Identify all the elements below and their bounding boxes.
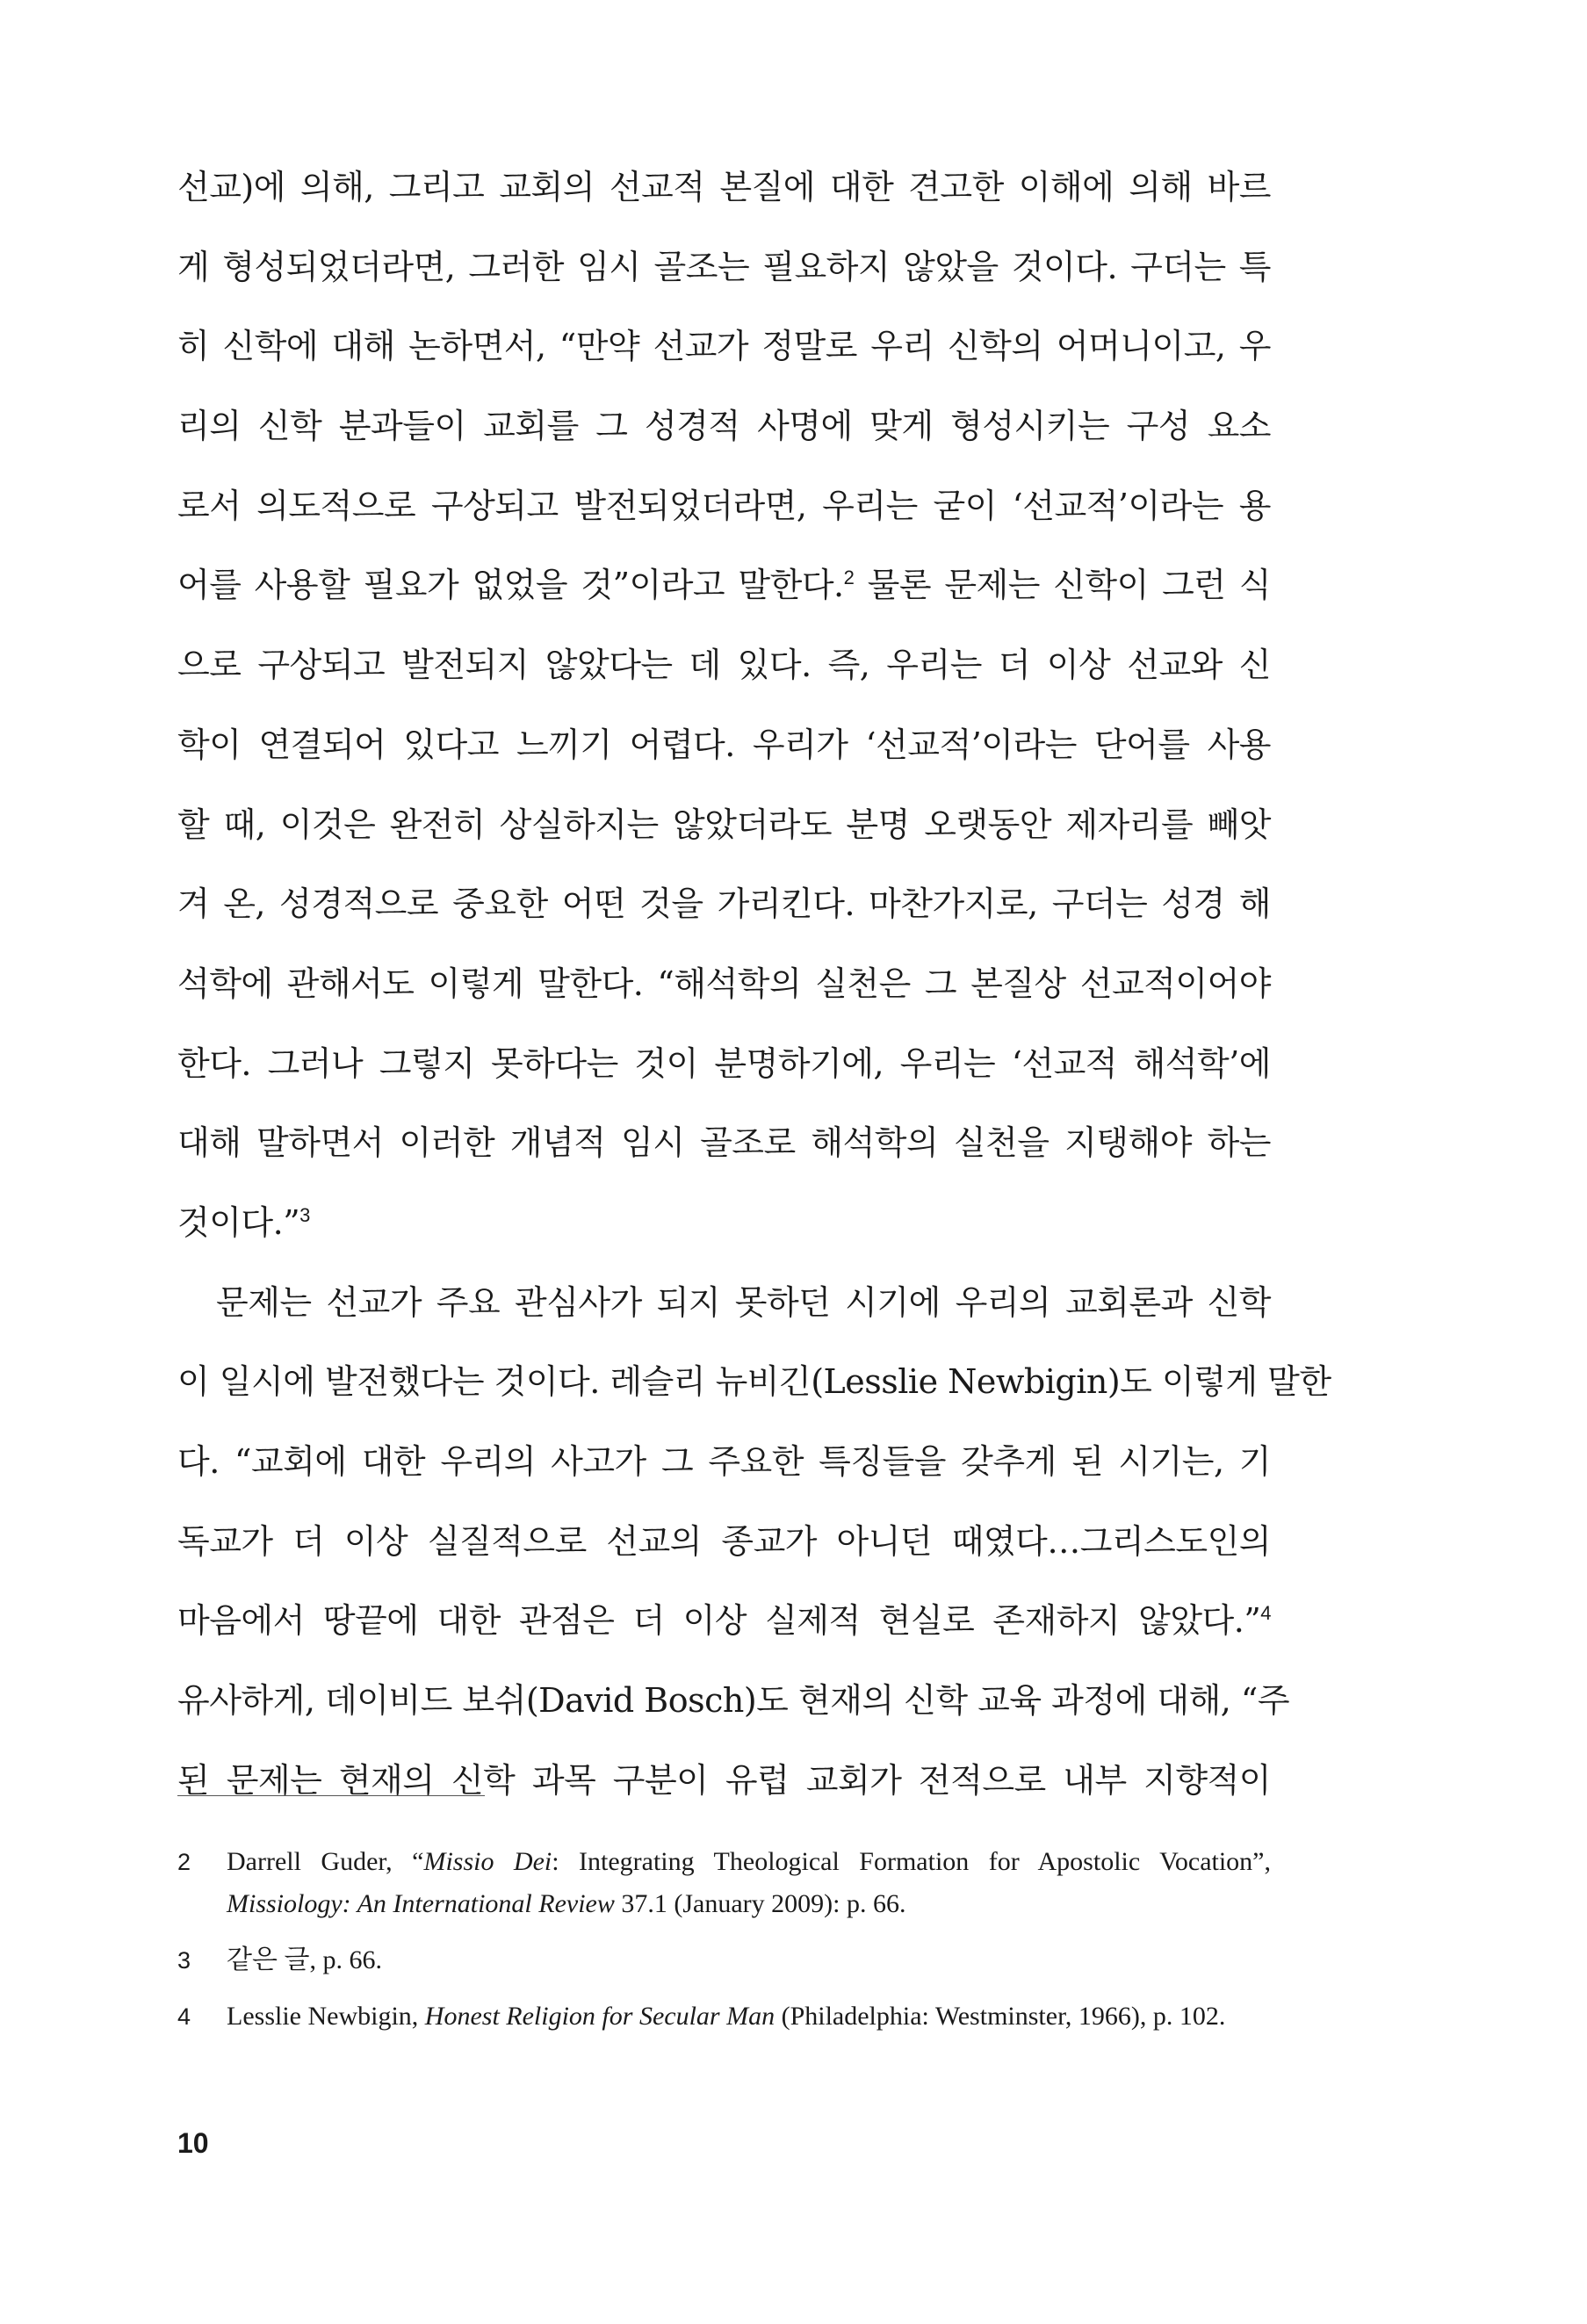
footnote-title: Honest Religion for Secular Man xyxy=(424,2002,775,2031)
footnote-citation: 37.1 (January 2009): p. 66. xyxy=(614,1889,906,1918)
footnote-ref-2[interactable]: 2 xyxy=(843,567,855,589)
text-line: 석학에 관해서도 이렇게 말한다. “해석학의 실천은 그 본질상 선교적이어야 xyxy=(177,964,1271,1003)
footnote-divider xyxy=(177,1795,485,1796)
footnote-number: 4 xyxy=(177,2003,191,2030)
text-line xyxy=(177,1581,1271,1661)
text-line: 유사하게, 데이비드 보쉬(David Bosch)도 현재의 신학 교육 과정에 대해, “주 xyxy=(177,1681,1290,1721)
text-segment: 마음에서 땅끝에 대한 관점은 더 이상 실제적 현실로 존재하지 않았다.” xyxy=(177,1601,1261,1641)
footnote-text: 같은 글, p. 66. xyxy=(227,1945,382,1974)
text-line: 게 형성되었더라면, 그러한 임시 골조는 필요하지 않았을 것이다. 구더는 특 xyxy=(177,247,1271,286)
footnote-journal: Missiology: An International Review xyxy=(227,1889,615,1918)
footnote-ref-4[interactable]: 4 xyxy=(1260,1602,1271,1625)
text-line xyxy=(177,545,1271,625)
footnotes xyxy=(177,1841,1271,2052)
text-line: 된 문제는 현재의 신학 과목 구분이 유럽 교회가 전적으로 내부 지향적이 xyxy=(177,1760,1271,1800)
footnote-title: Missio Dei xyxy=(423,1847,552,1876)
footnote-author: Darrell Guder, “ xyxy=(227,1847,424,1876)
footnote-text xyxy=(227,1996,1271,2038)
text-line: 학이 연결되어 있다고 느끼기 어렵다. 우리가 ‘선교적’이라는 단어를 사용 xyxy=(177,725,1271,764)
footnote-2 xyxy=(177,1841,1271,1925)
footnote-number: 2 xyxy=(177,1849,191,1875)
footnote-ref-3[interactable]: 3 xyxy=(299,1203,310,1226)
footnote-text xyxy=(227,1841,1271,1883)
text-line: 대해 말하면서 이러한 개념적 임시 골조로 해석학의 실천을 지탱해야 하는 xyxy=(177,1123,1271,1163)
footnote-text-cont xyxy=(227,1883,1271,1925)
text-line: 할 때, 이것은 완전히 상실하지는 않았더라도 분명 오랫동안 제자리를 빼앗 xyxy=(177,805,1271,844)
footnote-author: Lesslie Newbigin, xyxy=(227,2002,425,2031)
text-line: 다. “교회에 대한 우리의 사고가 그 주요한 특징들을 갖추게 된 시기는, 기 xyxy=(177,1442,1271,1481)
footnote-3 xyxy=(177,1939,1271,1981)
footnote-subtitle: : Integrating Theological Formation for Apostolic Vocation”, xyxy=(552,1847,1272,1876)
text-line: 독교가 더 이상 실질적으로 선교의 종교가 아니던 때였다…그리스도인의 xyxy=(177,1521,1271,1561)
text-line: 겨 온, 성경적으로 중요한 어떤 것을 가리킨다. 마찬가지로, 구더는 성경 해 xyxy=(177,884,1271,924)
text-line: 로서 의도적으로 구상되고 발전되었더라면, 우리는 굳이 ‘선교적’이라는 용 xyxy=(177,486,1271,525)
text-line xyxy=(177,1183,1271,1263)
page-number: 10 xyxy=(177,2127,209,2159)
text-segment: 어를 사용할 필요가 없었을 것”이라고 말한다. xyxy=(177,566,844,605)
text-segment: 물론 문제는 신학이 그런 식 xyxy=(854,566,1271,605)
footnote-number: 3 xyxy=(177,1947,191,1974)
text-line: 선교)에 의해, 그리고 교회의 선교적 본질에 대한 견고한 이해에 의해 바르 xyxy=(177,168,1271,206)
footnote-4 xyxy=(177,1996,1271,2038)
paragraph-start-line: 문제는 선교가 주요 관심사가 되지 못하던 시기에 우리의 교회론과 신학 xyxy=(216,1282,1271,1322)
text-line: 히 신학에 대해 논하면서, “만약 선교가 정말로 우리 신학의 어머니이고, 우 xyxy=(177,327,1271,366)
footnote-citation: (Philadelphia: Westminster, 1966), p. 102. xyxy=(775,2002,1226,2031)
text-segment: 것이다.” xyxy=(177,1202,300,1242)
text-line: 한다. 그러나 그렇지 못하다는 것이 분명하기에, 우리는 ‘선교적 해석학’에 xyxy=(177,1043,1271,1083)
text-line: 으로 구상되고 발전되지 않았다는 데 있다. 즉, 우리는 더 이상 선교와 신 xyxy=(177,646,1271,685)
text-line: 이 일시에 발전했다는 것이다. 레슬리 뉴비긴(Lesslie Newbigin)도 이렇게 말한 xyxy=(177,1362,1331,1402)
body-text xyxy=(177,148,1331,1820)
text-line: 리의 신학 분과들이 교회를 그 성경적 사명에 맞게 형성시키는 구성 요소 xyxy=(177,407,1271,446)
